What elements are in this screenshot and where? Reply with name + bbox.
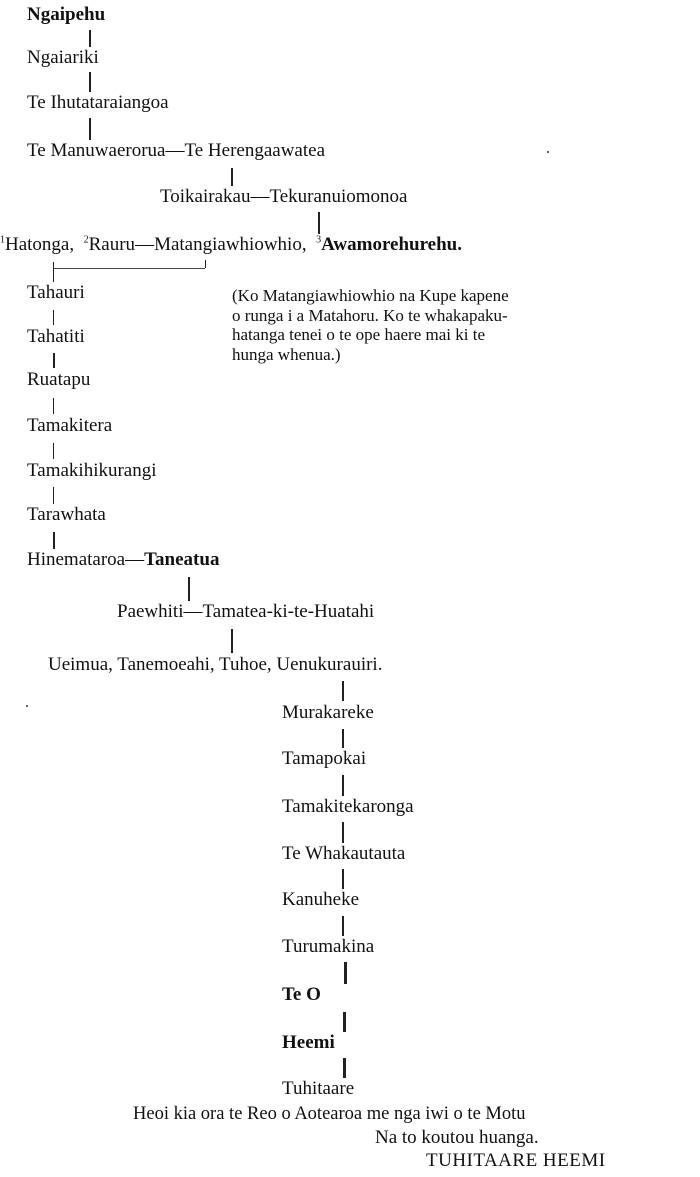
name-taneatua: Taneatua <box>144 549 220 570</box>
name-te-whakautauta: Te Whakautauta <box>282 843 406 864</box>
name-te-ihutataraiangoa: Te Ihutataraiangoa <box>27 92 169 113</box>
name-hinemataroa: Hinemataroa <box>27 549 126 570</box>
name-tahauri: Tahauri <box>27 282 85 303</box>
name-tekuranuiomonoa: Tekuranuiomonoa <box>269 186 408 207</box>
descent-line <box>342 869 344 889</box>
footnote-marker-2: 2 <box>83 234 89 246</box>
ink-speck <box>547 151 549 153</box>
name-tahatiti: Tahatiti <box>27 326 85 347</box>
descent-line <box>231 168 233 186</box>
name-kanuheke: Kanuheke <box>282 889 360 910</box>
name-rauru: Rauru <box>88 234 136 255</box>
descent-line <box>344 962 347 984</box>
name-tamapokai: Tamapokai <box>282 748 367 769</box>
closing-sign-off: Na to koutou huanga. <box>375 1127 539 1148</box>
descent-line <box>53 310 54 325</box>
descent-line <box>89 72 91 92</box>
descent-line <box>342 775 344 796</box>
descent-line <box>342 681 344 701</box>
descent-line <box>342 916 344 936</box>
name-ruatapu: Ruatapu <box>27 369 91 390</box>
closing-greeting: Heoi kia ora te Reo o Aotearoa me nga iwi o te Motu <box>133 1104 526 1124</box>
footnote-marker-3: 3 <box>316 234 322 246</box>
descent-line <box>53 353 55 368</box>
name-tamatea-ki-te-huatahi: Tamatea-ki-te-Huatahi <box>202 601 375 622</box>
descent-line <box>342 729 344 748</box>
note-line-3: hatanga tenei o te ope haere mai ki te <box>232 325 485 344</box>
name-ngaiariki: Ngaiariki <box>27 47 99 68</box>
descent-line <box>318 212 320 234</box>
descent-line <box>89 30 91 47</box>
descent-line <box>343 1058 346 1078</box>
children-of-paewhiti: Ueimua, Tanemoeahi, Tuhoe, Uenukurauiri. <box>48 654 383 675</box>
name-tamakihikurangi: Tamakihikurangi <box>27 460 157 481</box>
name-tuhitaare: Tuhitaare <box>282 1078 355 1099</box>
descent-line <box>53 487 54 504</box>
footnote-marker-1: 1 <box>0 234 5 246</box>
name-heemi: Heemi <box>282 1032 335 1053</box>
paewhiti-union: Paewhiti—Tamatea-ki-te-Huatahi <box>117 601 375 622</box>
name-matangiawhiowhio: Matangiawhiowhio, <box>154 234 307 255</box>
name-tamakitera: Tamakitera <box>27 415 113 436</box>
descent-line <box>231 629 233 653</box>
note-line-4: hunga whenua.) <box>232 344 341 364</box>
descent-line <box>53 532 55 549</box>
name-ngaipehu: Ngaipehu <box>27 4 106 25</box>
name-turumakina: Turumakina <box>282 936 375 957</box>
name-murakareke: Murakareke <box>282 702 374 723</box>
children-row: $^1$Hatonga, $^2$Rauru—Matangiawhiowhio, $^3$Awamorehurehu. <box>0 234 463 255</box>
name-hatonga: Hatonga, <box>5 234 75 255</box>
name-te-manuwaerorua: Te Manuwaerorua <box>27 140 166 161</box>
name-te-herengaawatea: Te Herengaawatea <box>184 140 326 161</box>
ink-speck <box>26 705 28 707</box>
name-te-o: Te O <box>282 984 321 1005</box>
descent-line <box>188 577 190 601</box>
descent-line <box>53 398 54 414</box>
hinemataroa-union: Hinemataroa—Taneatua <box>27 549 220 570</box>
bracket-left <box>53 262 54 282</box>
descent-line <box>342 822 344 843</box>
name-tamakitekaronga: Tamakitekaronga <box>282 796 414 817</box>
name-tarawhata: Tarawhata <box>27 504 106 525</box>
name-paewhiti: Paewhiti <box>117 601 184 622</box>
historical-note <box>232 286 700 364</box>
author-signature: TUHITAARE HEEMI <box>426 1150 606 1171</box>
name-awamorehurehu: Awamorehurehu. <box>321 234 463 255</box>
note-line-1: (Ko Matangiawhiowhio na Kupe kapene <box>232 286 509 305</box>
note-line-2: o runga i a Matahoru. Ko te whakapaku- <box>232 305 508 325</box>
manuwaerorua-union: Te Manuwaerorua—Te Herengaawatea <box>27 140 326 161</box>
descent-line <box>53 443 54 459</box>
name-toikairakau: Toikairakau <box>160 186 251 207</box>
bracket-right <box>205 260 206 268</box>
toikairakau-union: Toikairakau—Tekuranuiomonoa <box>160 186 408 207</box>
descent-line <box>89 118 91 140</box>
bracket-line <box>53 268 205 269</box>
descent-line <box>343 1012 346 1032</box>
